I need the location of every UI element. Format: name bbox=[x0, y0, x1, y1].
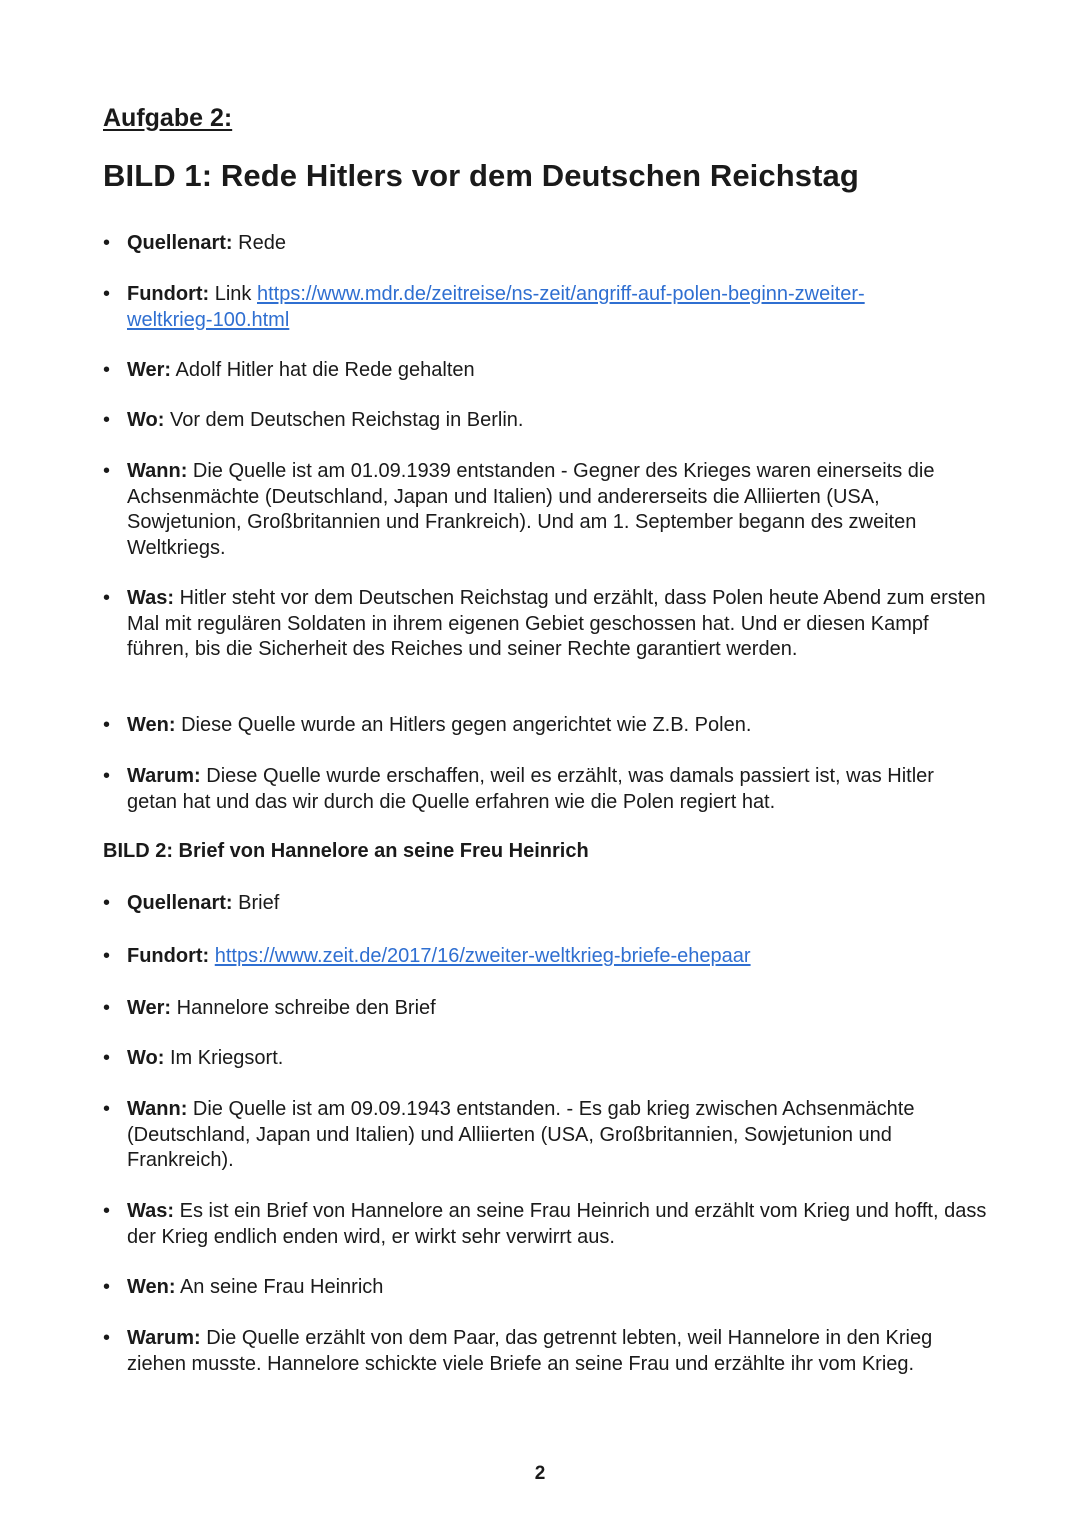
list-item bbox=[103, 713, 987, 739]
item-label: Wen: bbox=[127, 714, 176, 736]
item-text: Die Quelle ist am 09.09.1943 entstanden. - Es gab krieg zwischen Achsenmächte (Deutschland, Japan und Italien) und Alliierten (USA, Großbritannien, Sowjetunion und Frankreich). bbox=[127, 1098, 915, 1171]
bullet: • bbox=[103, 1200, 111, 1222]
link-line-2: weltkrieg-100.html bbox=[127, 308, 290, 331]
list-item bbox=[103, 764, 987, 815]
item-text: An seine Frau Heinrich bbox=[175, 1276, 384, 1298]
list-item bbox=[103, 1046, 987, 1072]
item-label: Wo: bbox=[127, 1047, 165, 1069]
item-label: Wo: bbox=[127, 409, 165, 431]
bullet: • bbox=[103, 765, 111, 787]
item-label: Warum: bbox=[127, 765, 201, 787]
item-label: Fundort: bbox=[127, 945, 210, 967]
item-label: Fundort: bbox=[127, 283, 210, 305]
list-item bbox=[103, 231, 987, 257]
bullet: • bbox=[103, 460, 111, 482]
bullet: • bbox=[103, 232, 111, 254]
task-heading: Aufgabe 2: bbox=[103, 104, 233, 132]
list-item bbox=[103, 1199, 987, 1250]
section2-title: BILD 2: Brief von Hannelore an seine Freu Heinrich bbox=[103, 840, 589, 862]
item-text: Vor dem Deutschen Reichstag in Berlin. bbox=[164, 409, 524, 431]
list-item bbox=[103, 944, 987, 970]
item-label: Quellenart: bbox=[127, 892, 233, 914]
bullet: • bbox=[103, 409, 111, 431]
item-text: Die Quelle ist am 01.09.1939 entstanden - Gegner des Krieges waren einerseits die Achsenmächte (Deutschland, Japan und Italien) und andererseits die Alliierten (USA, Sowjetunion, Großbritannien und Frankreich). Und am 1. September begann des zweiten Weltkriegs. bbox=[127, 460, 935, 559]
item-text: Rede bbox=[232, 232, 286, 254]
item-text: Hannelore schreibe den Brief bbox=[171, 997, 436, 1019]
list-item bbox=[103, 459, 987, 561]
item-text: Adolf Hitler hat die Rede gehalten bbox=[171, 359, 475, 381]
page-number: 2 bbox=[534, 1463, 546, 1484]
item-label: Wer: bbox=[127, 359, 172, 381]
item-text: Link bbox=[209, 283, 257, 305]
bullet: • bbox=[103, 1327, 111, 1349]
bullet: • bbox=[103, 714, 111, 736]
list-item bbox=[103, 408, 987, 434]
bullet: • bbox=[103, 1098, 111, 1120]
list-item bbox=[103, 358, 987, 384]
item-label: Wen: bbox=[127, 1276, 176, 1298]
list-item bbox=[103, 1326, 987, 1377]
item-label: Wann: bbox=[127, 460, 188, 482]
item-label: Wer: bbox=[127, 997, 172, 1019]
list-item bbox=[103, 996, 987, 1022]
list-item bbox=[103, 1275, 987, 1301]
item-text: Im Kriegsort. bbox=[164, 1047, 284, 1069]
list-item bbox=[103, 282, 987, 333]
item-text: Diese Quelle wurde an Hitlers gegen angerichtet wie Z.B. Polen. bbox=[175, 714, 752, 736]
list-item bbox=[103, 891, 987, 917]
bullet: • bbox=[103, 1276, 111, 1298]
bullet: • bbox=[103, 997, 111, 1019]
item-label: Was: bbox=[127, 587, 175, 609]
item-label: Quellenart: bbox=[127, 232, 233, 254]
item-text: Diese Quelle wurde erschaffen, weil es erzählt, was damals passiert ist, was Hitler getan hat und das wir durch die Quelle erfahren wie die Polen regiert hat. bbox=[127, 765, 934, 813]
bullet: • bbox=[103, 359, 111, 381]
list-item bbox=[103, 586, 987, 663]
bullet: • bbox=[103, 587, 111, 609]
item-label: Wann: bbox=[127, 1098, 188, 1120]
item-label: Warum: bbox=[127, 1327, 201, 1349]
item-text: Die Quelle erzählt von dem Paar, das getrennt lebten, weil Hannelore in den Krieg ziehen musste. Hannelore schickte viele Briefe an seine Frau und erzählte ihr vom Krieg. bbox=[127, 1327, 933, 1375]
item-text: Es ist ein Brief von Hannelore an seine Frau Heinrich und erzählt vom Krieg und hofft, dass der Krieg endlich enden wird, er wirkt sehr verwirrt aus. bbox=[127, 1200, 987, 1248]
section1-title: BILD 1: Rede Hitlers vor dem Deutschen Reichstag bbox=[103, 158, 859, 193]
item-label: Was: bbox=[127, 1200, 175, 1222]
bullet: • bbox=[103, 892, 111, 914]
source-link[interactable]: https://www.zeit.de/2017/16/zweiter-weltkrieg-briefe-ehepaar bbox=[214, 945, 751, 967]
list-item bbox=[103, 1097, 987, 1174]
bullet: • bbox=[103, 1047, 111, 1069]
item-text: Brief bbox=[232, 892, 280, 914]
bullet: • bbox=[103, 283, 111, 305]
link-line-1: https://www.mdr.de/zeitreise/ns-zeit/angriff-auf-polen-beginn-zweiter- bbox=[257, 283, 865, 305]
bullet: • bbox=[103, 945, 111, 967]
item-text: Hitler steht vor dem Deutschen Reichstag und erzählt, dass Polen heute Abend zum ersten Mal mit regulären Soldaten in ihrem eigenen Gebiet geschossen hat. Und er diesen Kampf führen, bis die Sicherheit des Reiches und seiner Rechte garantiert werden. bbox=[127, 587, 986, 660]
